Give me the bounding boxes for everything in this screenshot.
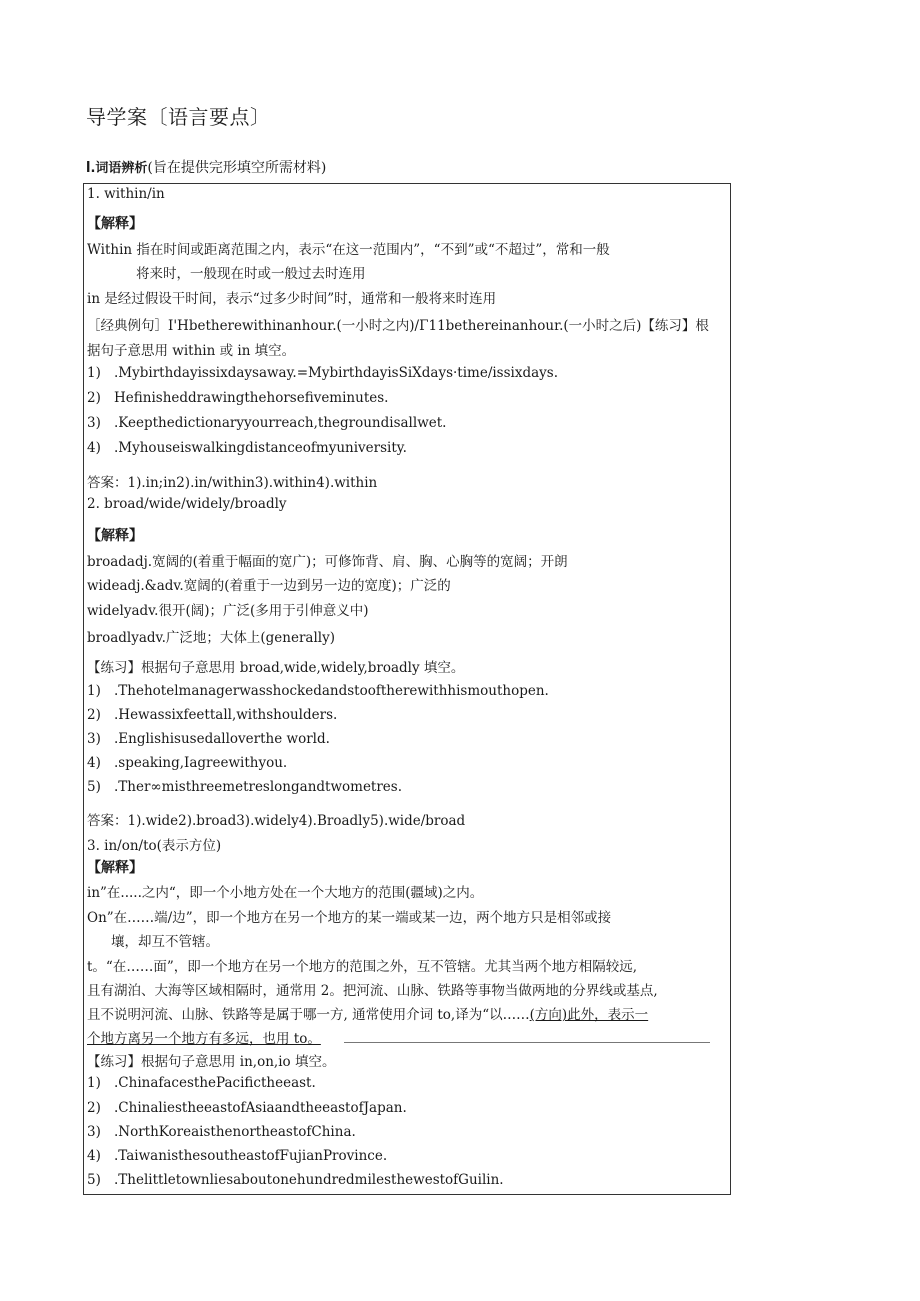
s2-question-4 <box>87 755 287 771</box>
s3-explain-2b: 壤，却互不管辖。 <box>111 934 219 950</box>
question-text: .Mybirthdayissixdaysaway.=MybirthdayisSiXdays·time/issixdays. <box>114 365 559 381</box>
s3-explain-1: in”在.....之内“，即一个小地方处在一个大地方的范围(疆域)之内。 <box>87 885 484 901</box>
explain-underlined-text: (方向)此外，表示一 <box>529 1007 649 1023</box>
question-number: 4) <box>87 755 101 771</box>
s3-explain-2a: On”在……端/边”，即一个地方在另一个地方的某一端或某一边，两个地方只是相邻或接 <box>87 910 612 926</box>
question-text: .NorthKoreaisthenortheastofChina. <box>114 1124 356 1140</box>
question-number: 1) <box>87 1075 101 1091</box>
underline-rule <box>344 1042 710 1043</box>
practice-instruction: 根据句子意思用 broad,wide,widely,broadly 填空。 <box>141 660 465 676</box>
s2-question-5 <box>87 779 402 795</box>
question-text: .Thehotelmanagerwasshockedandstooftherewithhismouthopen. <box>114 683 549 699</box>
question-number: 3) <box>87 731 101 747</box>
practice-label: 【练习】 <box>87 1054 141 1070</box>
explain-text: 且不说明河流、山脉、铁路等是属于哪一方, 通常使用介词 to,译为“以…… <box>87 1007 530 1023</box>
question-text: .Keepthedictionaryyourreach,thegroundisallwet. <box>114 415 447 431</box>
s1-explain-1b: 将来时，一般现在时或一般过去时连用 <box>136 266 366 282</box>
question-text: .ThelittletownliesaboutonehundredmilesthewestofGuilin. <box>114 1172 504 1188</box>
s3-explain-3d: 个地方离另一个地方有多远，也用 to。 <box>87 1031 321 1047</box>
s2-question-3 <box>87 731 330 747</box>
subtitle-numeral: I <box>86 159 91 176</box>
question-text: .TaiwanisthesoutheastofFujianProvince. <box>114 1148 388 1164</box>
s1-question-1 <box>87 365 558 381</box>
s2-heading: 2. broad/wide/widely/broadly <box>87 496 287 512</box>
page-title: 导学案〔语言要点〕 <box>86 105 271 129</box>
s2-answer: 答案：1).wide2).broad3).widely4).Broadly5).wide/broad <box>87 813 466 829</box>
question-text: .ChinafacesthePacifictheeast. <box>114 1075 316 1091</box>
question-text: .speaking,Iagreewithyou. <box>114 755 288 771</box>
s3-practice <box>87 1050 335 1070</box>
s1-heading: 1. within/in <box>87 186 165 202</box>
s3-explain-3a: t。“在……面”，即一个地方在另一个地方的范围之外，互不管辖。尤其当两个地方相隔较远, <box>87 959 638 975</box>
question-number: 1) <box>87 683 101 699</box>
s2-question-1 <box>87 683 549 699</box>
s3-question-1 <box>87 1075 316 1091</box>
s3-question-3 <box>87 1124 356 1140</box>
s1-question-3 <box>87 415 446 431</box>
question-text: .Myhouseiswalkingdistanceofmyuniversity. <box>114 440 407 456</box>
question-number: 3) <box>87 415 101 431</box>
s1-explain-1a: Within 指在时间或距离范围之内，表示“在这一范围内”，“不到”或“不超过”，常和一般 <box>87 242 610 258</box>
question-number: 5) <box>87 1172 101 1188</box>
s1-example-2: 据句子意思用 within 或 in 填空。 <box>87 343 296 359</box>
question-number: 2) <box>87 1100 101 1116</box>
s2-practice <box>87 656 464 676</box>
s3-explain-label: 【解释】 <box>87 860 143 876</box>
question-text: Hefinisheddrawingthehorsefiveminutes. <box>114 390 389 406</box>
s1-question-2 <box>87 390 388 406</box>
s2-explain-3: widelyadv.很开(阔)；广泛(多用于引伸意义中) <box>87 603 369 619</box>
practice-instruction: 根据句子意思用 in,on,io 填空。 <box>141 1054 336 1070</box>
question-number: 3) <box>87 1124 101 1140</box>
s1-question-4 <box>87 440 407 456</box>
question-text: .Englishisusedalloverthe world. <box>114 731 330 747</box>
question-text: .Ther∞misthreemetreslongandtwometres. <box>114 779 403 795</box>
s2-explain-2: wideadj.&adv.宽阔的(着重于一边到另一边的宽度)；广泛的 <box>87 578 451 594</box>
s2-explain-4: broadlyadv.广泛地；大体上(generally) <box>87 630 335 646</box>
question-number: 1) <box>87 365 101 381</box>
s3-question-4 <box>87 1148 387 1164</box>
s3-question-2 <box>87 1100 407 1116</box>
question-number: 2) <box>87 390 101 406</box>
question-number: 4) <box>87 1148 101 1164</box>
s3-explain-3b: 且有湖泊、大海等区域相隔时，通常用 2。把河流、山脉、铁路等事物当做两地的分界线或基点, <box>87 983 658 999</box>
s1-answer: 答案：1).in;in2).in/within3).within4).within <box>87 475 378 491</box>
s1-example-1: ［经典例句］I'Hbetherewithinanhour.(一小时之内)/Γ11bethereinanhour.(一小时之后)【练习】根 <box>87 318 709 334</box>
subtitle-heading: .词语辨析 <box>90 161 148 176</box>
s1-explain-2: in 是经过假设干时间，表示“过多少时间”时，通常和一般将来时连用 <box>87 291 497 307</box>
question-text: .ChinaliestheeastofAsiaandtheeastofJapan. <box>114 1100 407 1116</box>
s2-question-2 <box>87 707 337 723</box>
question-number: 5) <box>87 779 101 795</box>
s1-explain-label: 【解释】 <box>87 216 143 232</box>
practice-label: 【练习】 <box>87 660 141 676</box>
s2-explain-1: broadadj.宽阔的(着重于幅面的宽广)；可修饰背、肩、胸、心胸等的宽阔；开朗 <box>87 554 568 570</box>
s3-question-5 <box>87 1172 504 1188</box>
question-number: 2) <box>87 707 101 723</box>
question-text: .Hewassixfeettall,withshoulders. <box>114 707 338 723</box>
section-subtitle <box>86 157 326 177</box>
content-box <box>83 183 731 1195</box>
s2-explain-label: 【解释】 <box>87 528 143 544</box>
s3-explain-3c <box>87 1003 648 1023</box>
s3-heading: 3. in/on/to(表示方位) <box>87 838 222 854</box>
subtitle-note: (旨在提供完形填空所需材料) <box>147 160 327 176</box>
question-number: 4) <box>87 440 101 456</box>
